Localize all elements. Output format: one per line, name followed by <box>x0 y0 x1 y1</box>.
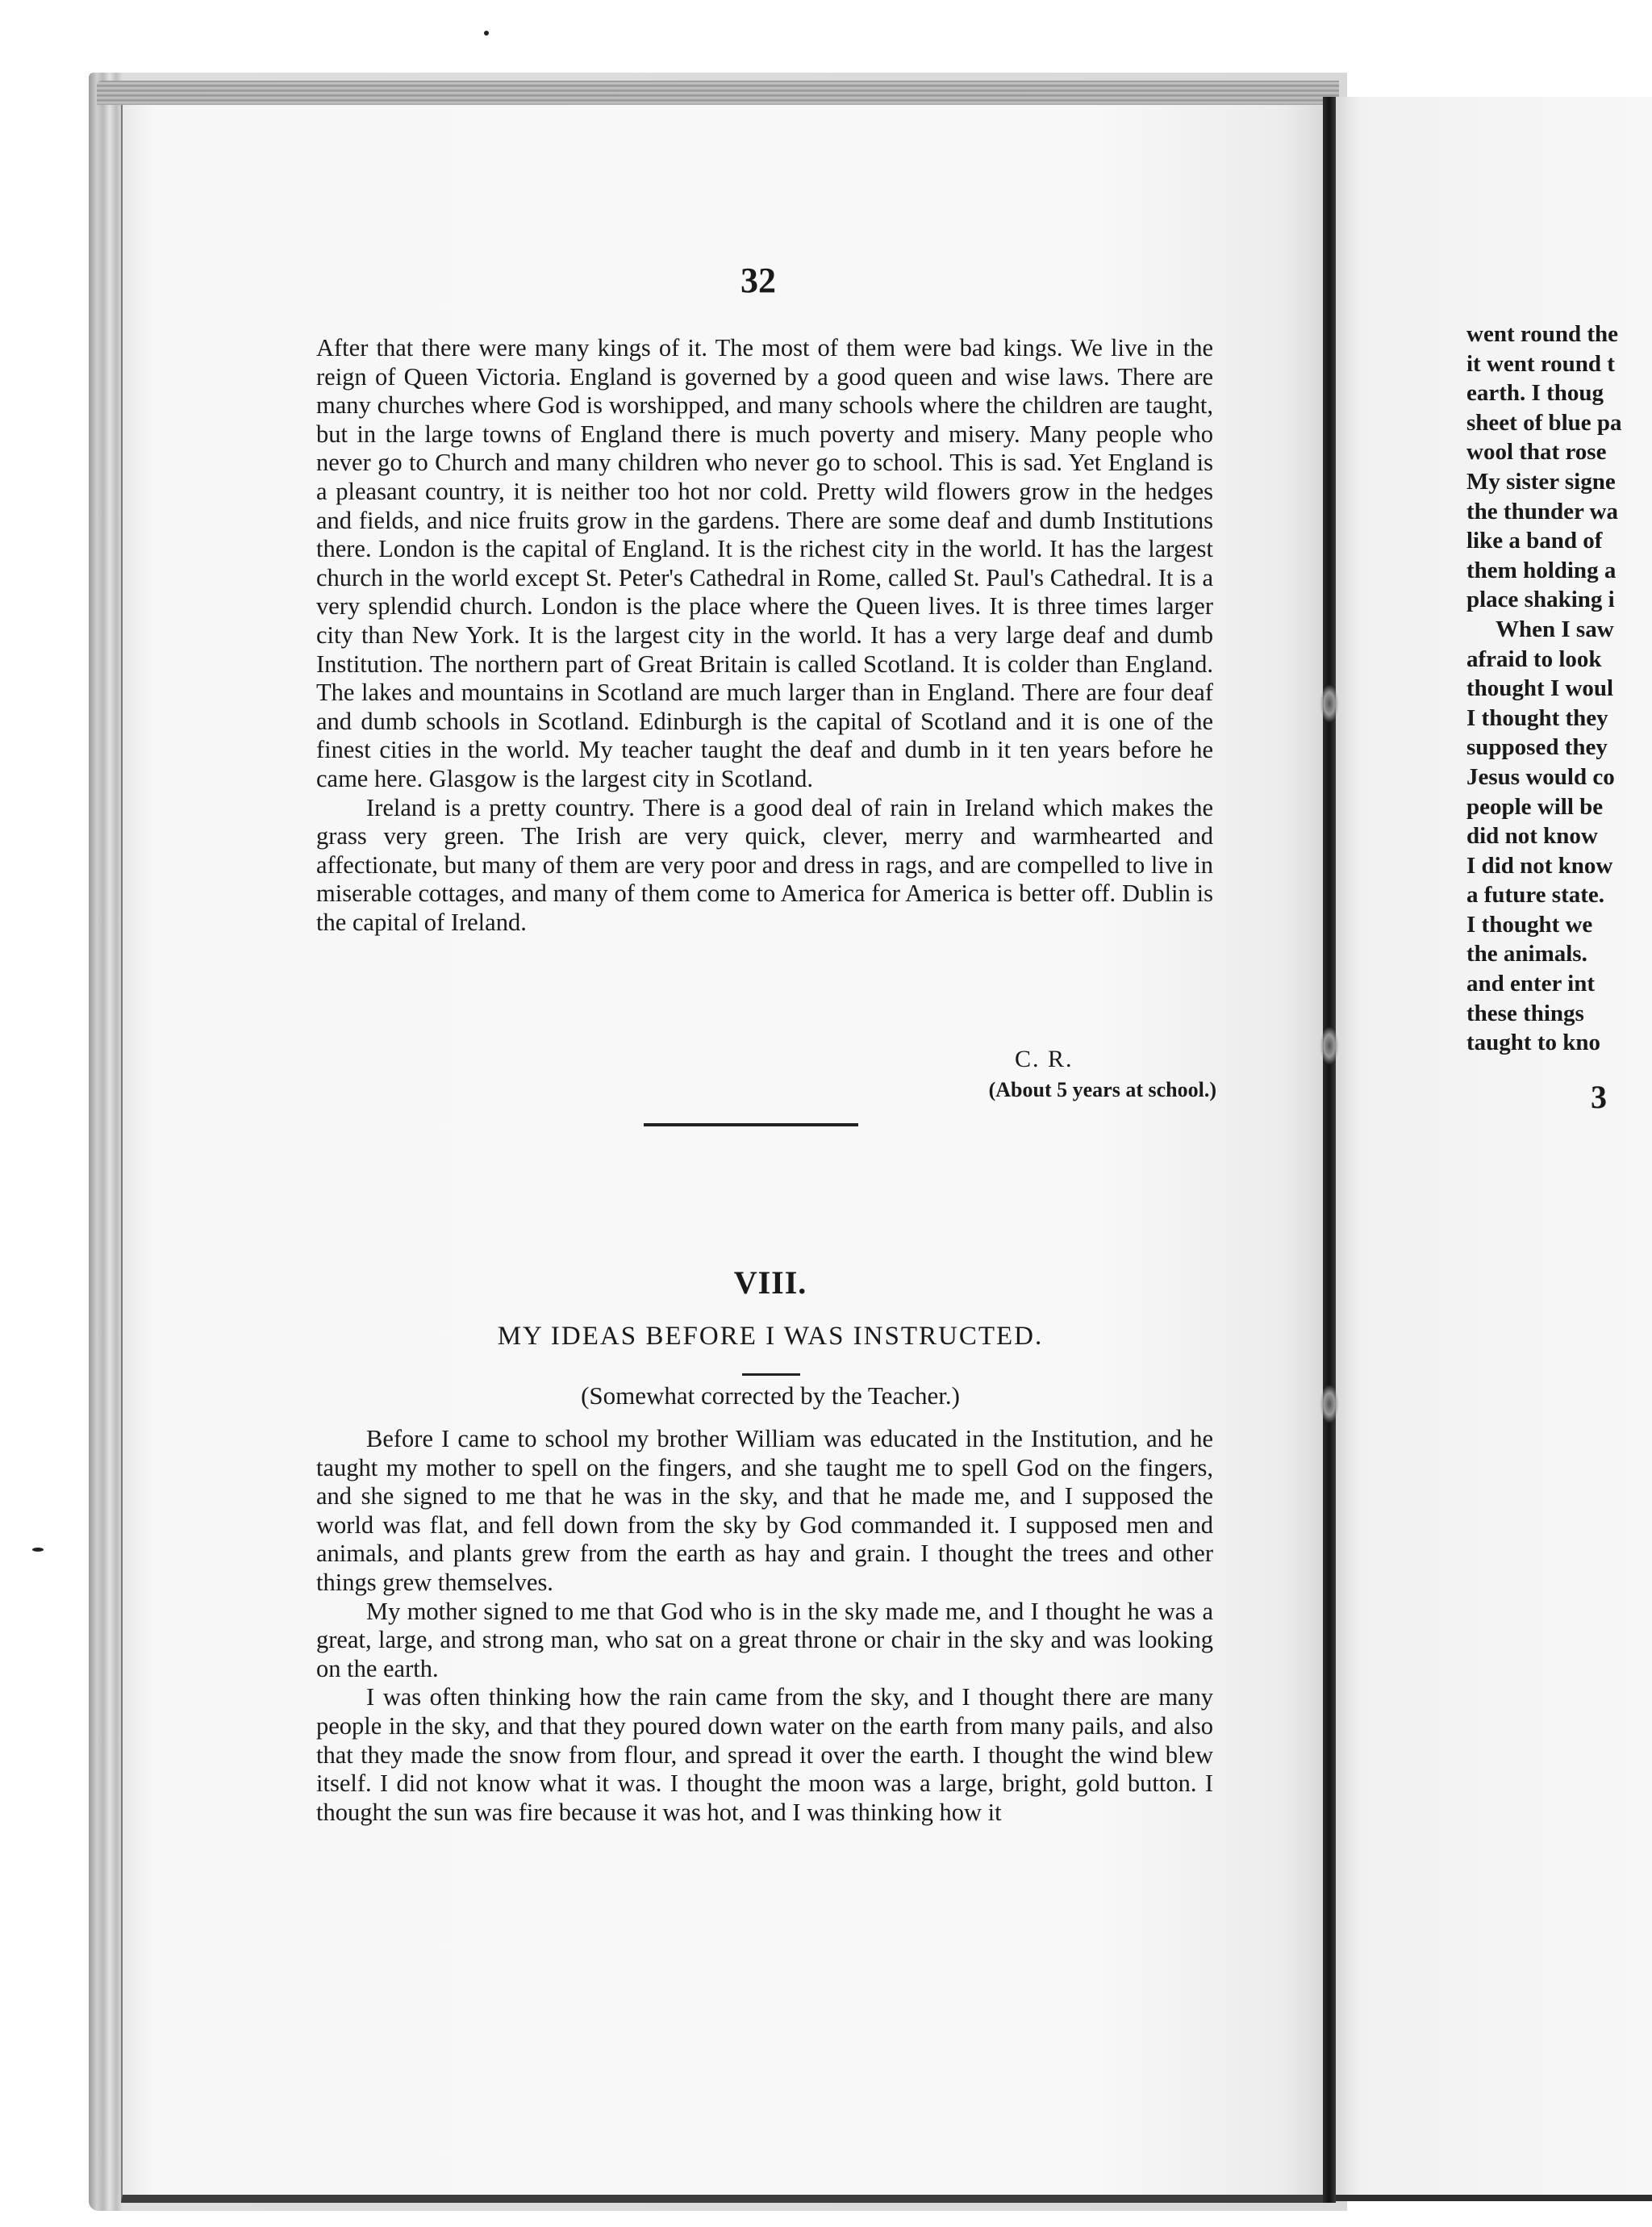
paragraph: After that there were many kings of it. The most of them were bad kings. We live in the reign of Queen Victoria. England is governed by a good queen and wise laws. There are many churches where God is worshipped, and many schools where the children are taught, but in the large towns of England there is much poverty and misery. Many people who never go to Church and many children who never go to school. This is sad. Yet England is a pleasant country, it is neither too hot nor cold. Pretty wild flowers grow in the hedges and fields, and nice fruits grow in the gardens. There are some deaf and dumb Institutions there. London is the capital of England. It is the richest city in the world. It has the largest church in the world except St. Peter's Cathedral in Rome, called St. Paul's Cathedral. It is a very splendid church. London is the place where the Queen lives. It is three times larger city than New York. It is the largest city in the world. It has a very large deaf and dumb Institution. The northern part of Great Britain is called Scotland. It is colder than England. The lakes and mountains in Scotland are much larger than in England. There are four deaf and dumb schools in Scotland. Edinburgh is the capital of Scotland and it is one of the finest cities in the world. My teacher taught the deaf and dumb in it ten years before he came here. Glasgow is the largest city in Scotland. <box>316 334 1213 792</box>
text-line: and enter int <box>1466 971 1595 997</box>
page-number: 32 <box>740 261 776 300</box>
paper-speck <box>484 31 489 36</box>
text-line: them holding a <box>1466 557 1617 583</box>
text-line: I thought they <box>1466 704 1608 731</box>
binding-stitch <box>1320 1385 1339 1423</box>
text-line: place shaking i <box>1466 587 1615 613</box>
body-text-top <box>316 334 1213 937</box>
text-line: did not know <box>1466 823 1598 850</box>
text-line: taught to kno <box>1466 1030 1600 1056</box>
text-line: thought I woul <box>1466 675 1614 702</box>
right-page-text <box>1466 320 1652 1058</box>
text-line: afraid to look <box>1466 646 1602 672</box>
right-page-number: 3 <box>1591 1079 1607 1115</box>
binding-stitch <box>1320 1026 1339 1065</box>
text-line: I thought we <box>1466 911 1593 938</box>
section-number: VIII. <box>733 1264 807 1301</box>
section-divider <box>644 1123 858 1126</box>
text-line: it went round t <box>1466 350 1615 377</box>
paragraph: Ireland is a pretty country. There is a good deal of rain in Ireland which makes the grass very green. The Irish are very quick, clever, merry and warmhearted and affectionate, but many of them are very poor and dress in rags, and are compelled to live in miserable cottages, and many of them come to America for America is better off. Dublin is the capital of Ireland. <box>316 793 1213 936</box>
text-line: these things <box>1466 1000 1584 1026</box>
title-rule <box>742 1373 800 1376</box>
text-line: the animals. <box>1466 941 1587 967</box>
author-note: (About 5 years at school.) <box>988 1078 1216 1101</box>
text-line: earth. I thoug <box>1466 380 1604 407</box>
paragraph: My mother signed to me that God who is in the sky made me, and I thought he was a great, large, and strong man, who sat on a great throne or chair in the sky and was looking on the earth. <box>316 1597 1213 1682</box>
book-gutter <box>1323 97 1336 2203</box>
paragraph: Before I came to school my brother William was educated in the Institution, and he taught my mother to spell on the fingers, and she taught me to spell God on the fingers, and she signed to me that he was in the sky, and that he made me, and I supposed the world was flat, and fell down from the sky by God commanded it. I supposed men and animals, and plants grew from the earth as hay and grain. I thought the trees and other things grew themselves. <box>316 1425 1213 1596</box>
text-line: When I saw <box>1496 616 1614 642</box>
text-line: sheet of blue pa <box>1466 409 1622 436</box>
text-line: like a band of <box>1466 528 1603 554</box>
text-line: Jesus would co <box>1466 763 1615 790</box>
text-line: a future state. <box>1466 882 1605 909</box>
paragraph: I was often thinking how the rain came from the sky, and I thought there are many people in the sky, and that they poured down water on the earth from many pails, and also that they made the snow from flour, and spread it over the earth. I thought the wind blew itself. I did not know what it was. I thought the moon was a large, bright, gold button. I thought the sun was fire because it was hot, and I was thinking how it <box>316 1683 1213 1826</box>
text-line: supposed they <box>1466 734 1608 761</box>
section-subtitle: (Somewhat corrected by the Teacher.) <box>581 1381 960 1410</box>
author-signature: C. R. <box>1015 1046 1074 1072</box>
text-line: people will be <box>1466 793 1604 820</box>
page-edges-top <box>97 81 1339 105</box>
text-line: I did not know <box>1466 852 1613 879</box>
text-line: the thunder wa <box>1466 498 1618 524</box>
text-line: wool that rose <box>1466 439 1607 466</box>
text-line: My sister signe <box>1466 468 1616 495</box>
paper-speck <box>32 1548 44 1552</box>
binding-stitch <box>1320 684 1339 723</box>
text-line: went round the <box>1466 321 1618 347</box>
body-text-bottom <box>316 1425 1213 1827</box>
section-title: MY IDEAS BEFORE I WAS INSTRUCTED. <box>497 1322 1044 1351</box>
